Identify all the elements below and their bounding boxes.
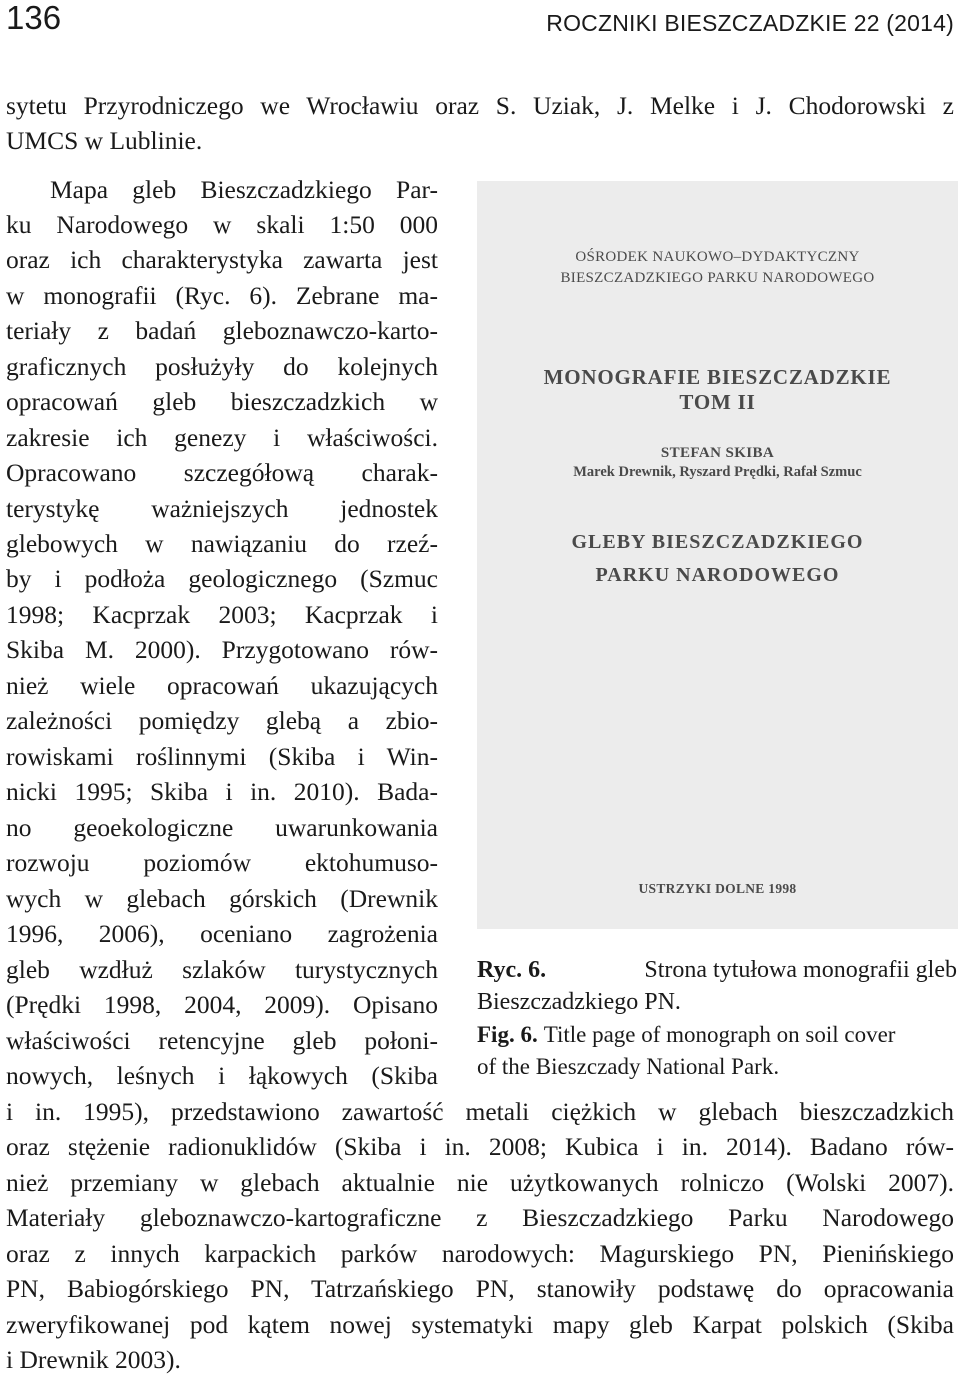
caption-pl-line-2: Bieszczadzkiego PN. (477, 989, 681, 1015)
text-line: zależności pomiędzy glebą a zbio- (6, 706, 438, 735)
cover-coauthors: Marek Drewnik, Ryszard Prędki, Rafał Szmuc (573, 464, 862, 480)
figure-cover-image (477, 181, 958, 929)
text-line: UMCS w Lublinie. (6, 126, 203, 155)
text-line: wych w glebach górskich (Drewnik (6, 884, 438, 913)
text-line: i Drewnik 2003). (6, 1345, 181, 1374)
text-line: rozwoju poziomów ektohumuso- (6, 848, 438, 877)
text-line: gleb wzdłuż szlaków turystycznych (6, 955, 438, 984)
text-line: Opracowano szczegółową charak- (6, 458, 438, 487)
caption-en-text: Title page of monograph on soil cover (543, 1022, 896, 1047)
text-line: ku Narodowego w skali 1:50 000 (6, 210, 438, 239)
text-line: sytetu Przyrodniczego we Wrocławiu oraz S. Uziak, J. Melke i J. Chodorowski z (6, 91, 954, 120)
cover-institution-line-1: OŚRODEK NAUKOWO–DYDAKTYCZNY (575, 249, 860, 265)
text-line: właściwości retencyjne gleb połoni- (6, 1026, 438, 1055)
cover-author: STEFAN SKIBA (660, 445, 775, 461)
text-line: PN, Babiogórskiego PN, Tatrzańskiego PN, stanowiły podstawę do opracowania (6, 1274, 954, 1303)
text-line: graficznych posłużyły do kolejnych (6, 352, 438, 381)
text-line: teriały z badań gleboznawczo-karto- (6, 316, 438, 345)
caption-en-line-1 (477, 1019, 957, 1051)
text-line: oraz z innych karpackich parków narodowych: Magurskiego PN, Pienińskiego (6, 1239, 954, 1268)
caption-pl-line-1 (477, 955, 957, 985)
text-line: i in. 1995), przedstawiono zawartość metali ciężkich w glebach bieszczadzkich (6, 1097, 954, 1126)
text-line: opracowań gleb bieszczadzkich w (6, 387, 438, 416)
text-line: nicki 1995; Skiba i in. 2010). Bada- (6, 777, 438, 806)
text-line: 1998; Kacprzak 2003; Kacprzak i (6, 600, 438, 629)
cover-volume: TOM II (679, 390, 756, 414)
cover-institution-line-2: BIESZCZADZKIEGO PARKU NARODOWEGO (560, 270, 875, 286)
text-line: nież przemiany w glebach aktualnie nie użytkowanych rolniczo (Wolski 2007). (6, 1168, 954, 1197)
text-line: zweryfikowanej pod kątem nowej systematyki mapy gleb Karpat polskich (Skiba (6, 1310, 954, 1339)
text-line: by i podłoża geologicznego (Szmuc (6, 564, 438, 593)
caption-pl-text: Strona tytułowa monografii gleb (644, 957, 957, 983)
cover-title-line-1: GLEBY BIESZCZADZKIEGO (571, 531, 864, 553)
cover-title-line-2: PARKU NARODOWEGO (595, 564, 840, 586)
page-number: 136 (6, 0, 62, 36)
text-line: w monografii (Ryc. 6). Zebrane ma- (6, 281, 438, 310)
caption-pl-label: Ryc. 6. (477, 957, 547, 983)
text-line: no geoekologiczne uwarunkowania (6, 813, 438, 842)
text-line: 1996, 2006), oceniano zagrożenia (6, 919, 438, 948)
text-line: (Prędki 1998, 2004, 2009). Opisano (6, 990, 438, 1019)
text-line: nież wiele opracowań ukazujących (6, 671, 438, 700)
text-line: nowych, leśnych i łąkowych (Skiba (6, 1061, 438, 1090)
text-line: oraz stężenie radionuklidów (Skiba i in. 2008; Kubica i in. 2014). Badano rów- (6, 1132, 954, 1161)
text-line: Materiały gleboznawczo-kartograficzne z Bieszczadzkiego Parku Narodowego (6, 1203, 954, 1232)
running-head: ROCZNIKI BIESZCZADZKIE 22 (2014) (546, 10, 954, 36)
text-line: terystykę ważniejszych jednostek (6, 494, 438, 523)
text-line: glebowych w nawiązaniu do rzeź- (6, 529, 438, 558)
cover-series-title: MONOGRAFIE BIESZCZADZKIE (543, 365, 892, 389)
cover-place-year: USTRZYKI DOLNE 1998 (638, 881, 797, 896)
text-line: Skiba M. 2000). Przygotowano rów- (6, 635, 438, 664)
caption-en-label: Fig. 6. (477, 1022, 538, 1047)
text-line: Mapa gleb Bieszczadzkiego Par- (50, 175, 438, 204)
text-line: rowiskami roślinnymi (Skiba i Win- (6, 742, 438, 771)
text-line: zakresie ich genezy i właściwości. (6, 423, 438, 452)
caption-en-line-2: of the Bieszczady National Park. (477, 1054, 780, 1079)
text-line: oraz ich charakterystyka zawarta jest (6, 245, 438, 274)
